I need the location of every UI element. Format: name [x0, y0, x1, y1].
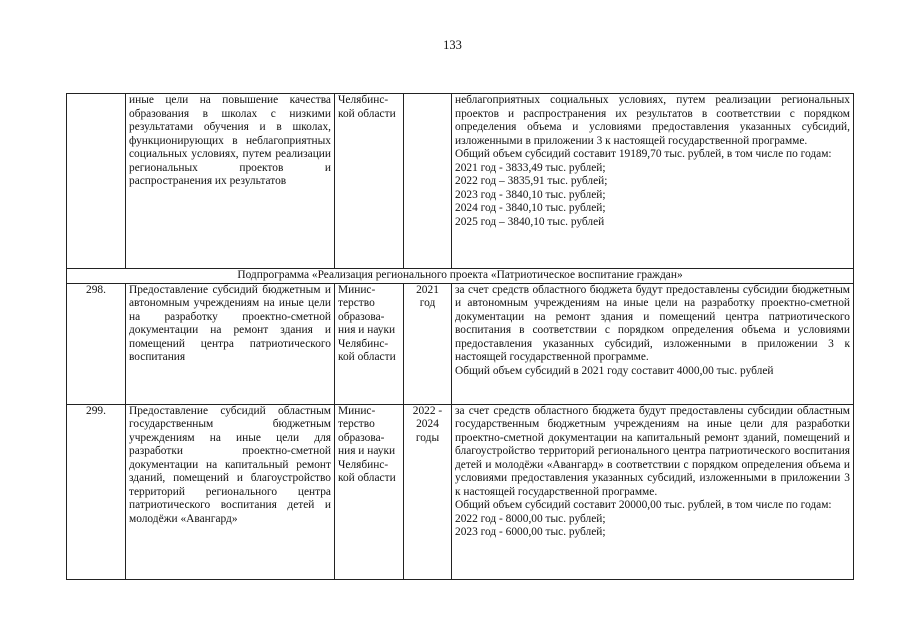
description-cell — [452, 94, 854, 269]
executor-cell: Минис-терство образова-ния и науки Челябинс-кой области — [335, 404, 404, 579]
subprogram-title: Подпрограмма «Реализация регионального проекта «Патриотическое воспитание граждан» — [67, 269, 854, 284]
table-row — [67, 94, 854, 269]
row-number-cell: 298. — [67, 283, 126, 404]
measure-cell: Предоставление субсидий бюджетным и автономным учреждениям на иные цели на разработку проектно-сметной документации на ремонт здания и помещений центра патриотического воспитания — [126, 283, 335, 404]
row-number-cell — [67, 94, 126, 269]
year-amount: 2025 год – 3840,10 тыс. рублей — [455, 215, 605, 228]
subprogram-row — [67, 269, 854, 284]
table-row — [67, 404, 854, 579]
description-text: неблагоприятных социальных условиях, путем реализации региональных проектов и распространения их результатов в соответствии с порядком определения объема и условиями предоставления указанных субсидий, изложенными в приложении 3 к настоящей государственной программе. — [455, 94, 850, 147]
description-text: за счет средств областного бюджета будут предоставлены субсидии бюджетным и автономным учреждениям на иные цели на разработку проектно-сметной документации на ремонт здания и помещений центра патриотического воспитания в соответствии с порядком определения объема и условиями предоставления указанных субсидий, изложенными в приложении 3 к настоящей государственной программе. — [455, 283, 850, 363]
executor-cell: Челябинс-кой области — [335, 94, 404, 269]
year-amount: 2024 год - 3840,10 тыс. рублей; — [455, 202, 606, 214]
deadline-cell — [404, 94, 452, 269]
year-amount: 2021 год - 3833,49 тыс. рублей; — [455, 161, 606, 174]
description-cell — [452, 283, 854, 404]
row-number-cell: 299. — [67, 404, 126, 579]
page-number: 133 — [443, 38, 462, 52]
executor-cell: Минис-терство образова-ния и науки Челябинс-кой области — [335, 283, 404, 404]
measure-cell: иные цели на повышение качества образования в школах с низкими результатами обучения и в школах, функционирующих в неблагоприятных социальных условиях, путем реализации региональных проектов и распространения их результатов — [126, 94, 335, 269]
measures-table — [66, 93, 854, 580]
year-amount: 2023 год - 6000,00 тыс. рублей; — [455, 526, 606, 538]
year-amount: 2022 год – 3835,91 тыс. рублей; — [455, 175, 608, 187]
year-amount: 2022 год - 8000,00 тыс. рублей; — [455, 512, 606, 525]
description-cell — [452, 404, 854, 579]
deadline-cell: 2021 год — [404, 283, 452, 404]
total-text: Общий объем субсидий составит 20000,00 тыс. рублей, в том числе по годам: — [455, 499, 832, 511]
measure-cell: Предоставление субсидий областным государственным бюджетным учреждениям на иные цели для разработки проектно-сметной документации на капитальный ремонт зданий, помещений и благоустройство территорий регионального центра патриотического воспитания детей и молодёжи «Авангард» — [126, 404, 335, 579]
table-row — [67, 283, 854, 404]
year-amount: 2023 год - 3840,10 тыс. рублей; — [455, 188, 606, 201]
total-text: Общий объем субсидий в 2021 году составит 4000,00 тыс. рублей — [455, 364, 774, 377]
deadline-cell: 2022 - 2024 годы — [404, 404, 452, 579]
total-text: Общий объем субсидий составит 19189,70 тыс. рублей, в том числе по годам: — [455, 148, 832, 160]
description-text: за счет средств областного бюджета будут предоставлены субсидии областным государственным бюджетным учреждениям на иные цели для разработки проектно-сметной документации на капитальный ремонт зданий, помещений и благоустройство территорий регионального центра патриотического воспитания детей и молодёжи «Авангард» в соответствии с порядком определения объема и условиями предоставления указанных субсидий, изложенными в приложении 3 к настоящей государственной программе. — [455, 404, 850, 498]
